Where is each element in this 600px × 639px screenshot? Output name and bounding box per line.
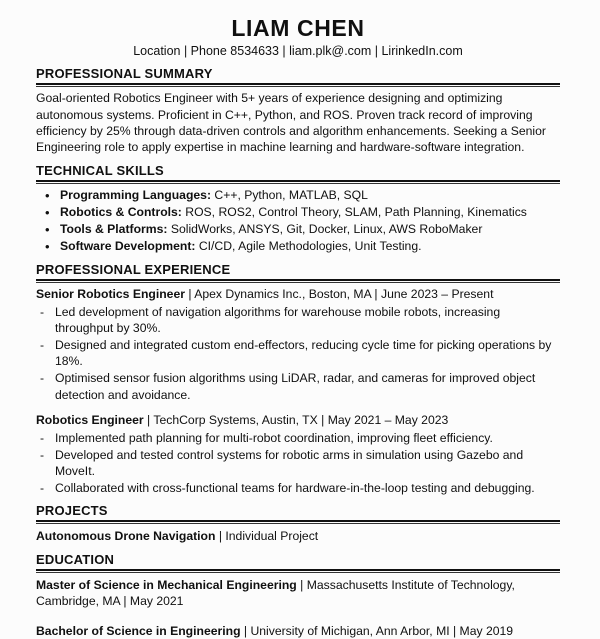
section-divider (36, 180, 560, 184)
project-name: Autonomous Drone Navigation (36, 529, 216, 544)
list-item: - Designed and integrated custom end-effectors, reducing cycle time for picking operations by 18%. (36, 337, 560, 370)
education-entry (36, 623, 560, 639)
section-technical-skills (36, 163, 560, 255)
section-divider (36, 520, 560, 524)
section-divider (36, 83, 560, 87)
degree-meta: | Massachusetts Institute of Technology, Cambridge, MA | May 2021 (36, 578, 515, 609)
section-professional-summary (36, 66, 560, 156)
list-item: - Optimised sensor fusion algorithms using LiDAR, radar, and cameras for improved object detection and avoidance. (36, 370, 560, 403)
skill-category-label: Software Development: (60, 239, 196, 253)
section-title-experience: PROFESSIONAL EXPERIENCE (36, 262, 231, 277)
candidate-name: LIAM CHEN (231, 15, 365, 41)
skills-list (36, 187, 560, 255)
list-item: - Developed and tested control systems for robotic arms in simulation using Gazebo and MoveIt. (36, 447, 560, 480)
job-header (36, 286, 560, 303)
summary-paragraph: Goal-oriented Robotics Engineer with 5+ years of experience designing and optimizing autonomous systems. Proficient in C++, Python, and ROS. Proven track record of improving efficiency by 25% through data-driven controls and algorithm enhancements. Seeking a Senior Engineering role to apply expertise in machine learning and hardware-software integration. (36, 91, 546, 155)
job-meta: | TechCorp Systems, Austin, TX | May 2021 – May 2023 (143, 413, 449, 428)
section-title-projects: PROJECTS (36, 503, 108, 519)
job-title: Senior Robotics Engineer (36, 287, 185, 302)
list-item (36, 204, 560, 221)
skill-category-label: Programming Languages: (60, 188, 212, 202)
experience-entry (36, 286, 560, 403)
list-item: - Collaborated with cross-functional teams for hardware-in-the-loop testing and debugging. (36, 480, 560, 496)
section-professional-experience (36, 262, 560, 496)
list-item (36, 221, 560, 238)
education-entry (36, 577, 560, 610)
list-item (36, 238, 560, 255)
section-title-skills: TECHNICAL SKILLS (36, 162, 164, 178)
list-item (36, 187, 560, 204)
skill-category-value: ROS, ROS2, Control Theory, SLAM, Path Planning, Kinematics (181, 205, 527, 219)
job-meta: | Apex Dynamics Inc., Boston, MA | June 2023 – Present (184, 287, 494, 302)
section-education (36, 552, 560, 639)
skill-category-label: Robotics & Controls: (60, 205, 182, 219)
skill-category-value: CI/CD, Agile Methodologies, Unit Testing. (195, 239, 422, 253)
job-title: Robotics Engineer (36, 413, 144, 428)
degree-title: Master of Science in Mechanical Engineering (36, 578, 297, 593)
job-duties-list (36, 304, 560, 403)
project-entry (36, 528, 560, 544)
list-item: - Implemented path planning for multi-robot coordination, improving fleet efficiency. (36, 430, 560, 446)
degree-meta: | University of Michigan, Ann Arbor, MI | May 2019 (240, 623, 514, 638)
skill-category-label: Tools & Platforms: (60, 222, 168, 236)
skill-category-value: SolidWorks, ANSYS, Git, Docker, Linux, AWS RoboMaker (167, 222, 483, 236)
section-divider (36, 569, 560, 573)
section-title-summary: PROFESSIONAL SUMMARY (36, 66, 213, 81)
section-projects (36, 503, 560, 545)
list-item: - Led development of navigation algorithms for warehouse mobile robots, increasing throughput by 30%. (36, 304, 560, 337)
contact-line: Location | Phone 8534633 | liam.plk@.com | LirinkedIn.com (133, 44, 463, 58)
section-title-education: EDUCATION (36, 551, 115, 567)
job-duties-list (36, 430, 560, 497)
project-meta: | Individual Project (215, 529, 319, 544)
experience-entry (36, 412, 560, 496)
skill-category-value: C++, Python, MATLAB, SQL (211, 188, 368, 202)
job-header (36, 412, 560, 429)
degree-title: Bachelor of Science in Engineering (36, 623, 241, 638)
section-divider (36, 279, 560, 283)
